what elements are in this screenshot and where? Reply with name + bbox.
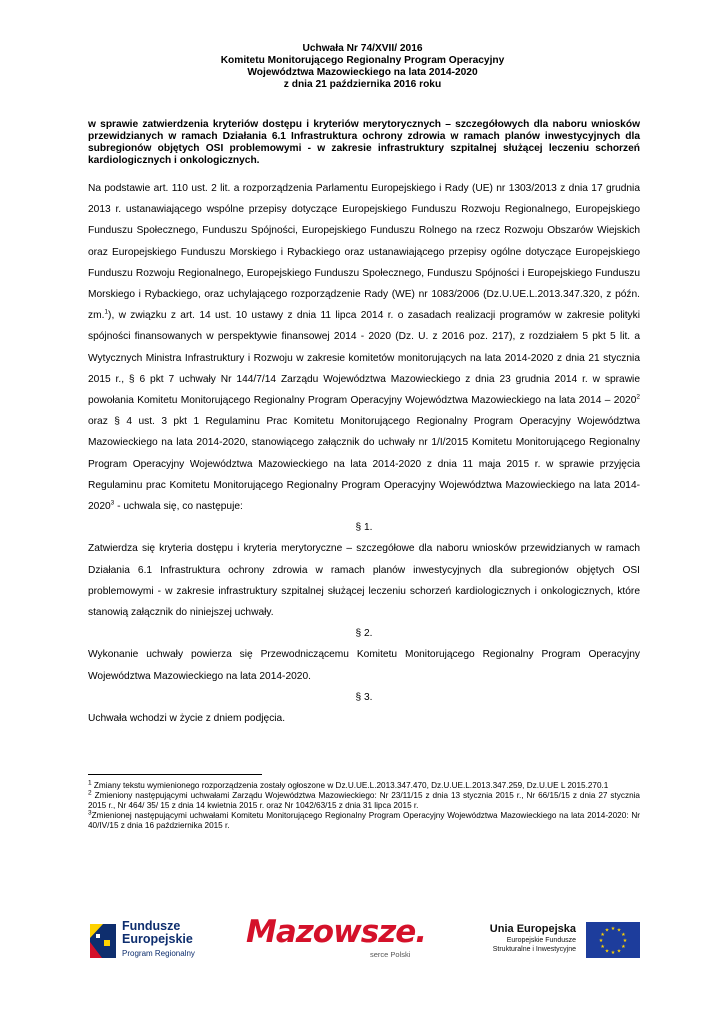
resolution-header <box>0 43 725 91</box>
svg-text:★: ★ <box>598 938 604 944</box>
fe-line-1: Fundusze <box>122 919 181 933</box>
footnote-1 <box>88 781 640 791</box>
footnote-ref-1: 1 <box>104 308 109 316</box>
preamble-part-4: - uchwala się, co następuje: <box>114 501 243 513</box>
svg-text:★: ★ <box>621 932 626 938</box>
section-1-title: § 1. <box>355 522 373 534</box>
fe-text <box>122 920 195 960</box>
footnote-3 <box>88 811 640 831</box>
fe-line-3: Program Regionalny <box>122 949 195 958</box>
svg-text:★: ★ <box>616 948 622 955</box>
resolution-subject: w sprawie zatwierdzenia kryteriów dostępu i kryteriów merytorycznych – szczegółowych dla naboru wniosków przewidzianych w ramach Działania 6.1 Infrastruktura ochrony zdrowia w ramach planów inwestycyjnych dla subregionów objętych OSI problemowymi - w zakresie infrastruktury szpitalnej służącej leczeniu schorzeń kardiologicznych i onkologicznych. <box>88 119 640 166</box>
eu-flag-icon <box>586 922 640 958</box>
fe-line-2: Europejskie <box>122 932 193 946</box>
section-1-text: Zatwierdza się kryteria dostępu i kryteria merytoryczne – szczegółowe dla naboru wniosków przewidzianych w ramach Działania 6.1 Infrastruktura ochrony zdrowia w ramach planów inwestycyjnych dla subregionów objętych OSI problemowymi - w zakresie infrastruktury szpitalnej służącej leczeniu schorzeń kardiologicznych i onkologicznych, które stanowią załącznik do niniejszej uchwały. <box>88 543 640 619</box>
mazowsze-wordmark: Mazowsze. <box>246 914 427 950</box>
footnote-2-number: 2 <box>88 789 92 797</box>
footnote-ref-2: 2 <box>636 393 640 401</box>
section-3-title: § 3. <box>355 691 373 703</box>
fundusze-europejskie-icon <box>88 920 118 960</box>
preamble-part-3: oraz § 4 ust. 3 pkt 1 Regulaminu Prac Komitetu Monitorującego Regionalny Program Operacyjny Województwa Mazowieckiego na lata 2014-2020, stanowiącego załącznik do uchwały nr 1/I/2015 Komitetu Monitorującego Regionalny Program Operacyjny Województwa Mazowieckiego na lata 2014-2020 z dnia 11 maja 2015 r. w sprawie przyjęcia Regulaminu prac Komitetu Monitorującego Regionalny Program Operacyjny Województwa Mazowieckiego na lata 2014-2020 <box>88 416 640 513</box>
logo-bar <box>0 914 725 968</box>
preamble-part-1: Na podstawie art. 110 ust. 2 lit. a rozporządzenia Parlamentu Europejskiego i Rady (UE) nr 1303/2013 z dnia 17 grudnia 2013 r. ustanawiającego wspólne przepisy dotyczące Europejskiego Funduszu Rozwoju Regionalnego, Europejskiego Funduszu Społecznego, Funduszu Spójności, Europejskiego Funduszu Rolnego na rzecz Rozwoju Obszarów Wiejskich oraz Europejskiego Funduszu Morskiego i Rybackiego oraz ustanawiającego przepisy ogólne dotyczące Europejskiego Funduszu Rozwoju Regionalnego, Europejskiego Funduszu Społecznego, Funduszu Spójności i Europejskiego Funduszu Morskiego i Rybackiego, oraz uchylającego rozporządzenie Rady (WE) nr 1083/2006 (Dz.U.UE.L.2013.347.320, z późn. zm. <box>88 183 640 322</box>
ue-text <box>478 922 576 954</box>
fundusze-europejskie-logo <box>88 918 238 964</box>
svg-text:★: ★ <box>600 944 605 950</box>
svg-text:★: ★ <box>622 938 628 944</box>
preamble <box>88 178 640 517</box>
preamble-part-2: ), w związku z art. 14 ust. 10 ustawy z dnia 11 lipca 2014 r. o zasadach realizacji programów w zakresie polityki spójności finansowanych w perspektywie finansowej 2014 - 2020 (Dz. U. z 2016 poz. 217), z rozdziałem 5 pkt 5 lit. a Wytycznych Ministra Infrastruktury i Rozwoju w zakresie komitetów monitorujących na lata 2014-2020 z dnia 21 stycznia 2015 r., § 6 pkt 7 uchwały Nr 144/7/14 Zarządu Województwa Mazowieckiego z dnia 23 grudnia 2014 r. w sprawie powołania Komitetu Monitorującego Regionalny Program Operacyjny Województwa Mazowieckiego na lata 2014 – 2020 <box>88 310 640 407</box>
svg-text:★: ★ <box>616 927 622 934</box>
svg-text:★: ★ <box>604 927 610 934</box>
svg-text:★: ★ <box>604 948 610 955</box>
svg-text:★: ★ <box>610 950 616 956</box>
mazowsze-logo <box>246 914 436 966</box>
program-name: Województwa Mazowieckiego na lata 2014-2020 <box>247 67 478 78</box>
unia-europejska-logo <box>478 922 640 966</box>
ue-line-1: Unia Europejska <box>489 923 576 935</box>
committee-name: Komitetu Monitorującego Regionalny Program Operacyjny <box>220 55 505 66</box>
ue-line-3: Strukturalne i Inwestycyjne <box>492 946 576 953</box>
footnote-divider <box>88 774 262 775</box>
footnote-1-text: Zmiany tekstu wymienionego rozporządzenia zostały ogłoszone w Dz.U.UE.L.2013.347.470, Dz.U.UE.L.2013.347.259, Dz.U.UE L 2015.270.1 <box>91 781 609 790</box>
eu-stars-icon <box>586 922 640 958</box>
footnote-2 <box>88 791 640 811</box>
mazowsze-tagline: serce Polski <box>370 950 411 959</box>
footnotes <box>88 774 640 831</box>
svg-text:★: ★ <box>600 932 605 938</box>
section-3-text: Uchwała wchodzi w życie z dniem podjęcia. <box>88 713 286 725</box>
svg-text:★: ★ <box>610 926 616 932</box>
resolution-body <box>88 178 640 729</box>
section-2-title: § 2. <box>355 628 373 640</box>
resolution-date: z dnia 21 października 2016 roku <box>283 79 442 90</box>
ue-line-2: Europejskie Fundusze <box>506 937 576 944</box>
footnote-2-text: Zmieniony następującymi uchwałami Zarządu Województwa Mazowieckiego: Nr 23/11/15 z dnia 13 stycznia 2015 r., Nr 66/15/15 z dnia 27 stycznia 2015 r., Nr 464/ 35/ 15 z dnia 14 kwietnia 2015 r. oraz Nr 1042/63/15 z dnia 31 lipca 2015 r. <box>88 791 640 810</box>
resolution-number: Uchwała Nr 74/XVII/ 2016 <box>302 43 423 54</box>
footnote-3-number: 3 <box>88 809 92 817</box>
section-2-text: Wykonanie uchwały powierza się Przewodniczącemu Komitetu Monitorującego Regionalny Program Operacyjny Województwa Mazowieckiego na lata 2014-2020. <box>88 649 640 682</box>
svg-text:★: ★ <box>621 944 626 950</box>
footnote-ref-3: 3 <box>110 499 115 507</box>
footnote-1-number: 1 <box>88 779 92 787</box>
footnote-3-text: Zmienionej następującymi uchwałami Komitetu Monitorującego Regionalny Program Operacyjny Województwa Mazowieckiego na lata 2014-2020: Nr 40/IV/15 z dnia 16 października 2015 r. <box>88 811 640 830</box>
